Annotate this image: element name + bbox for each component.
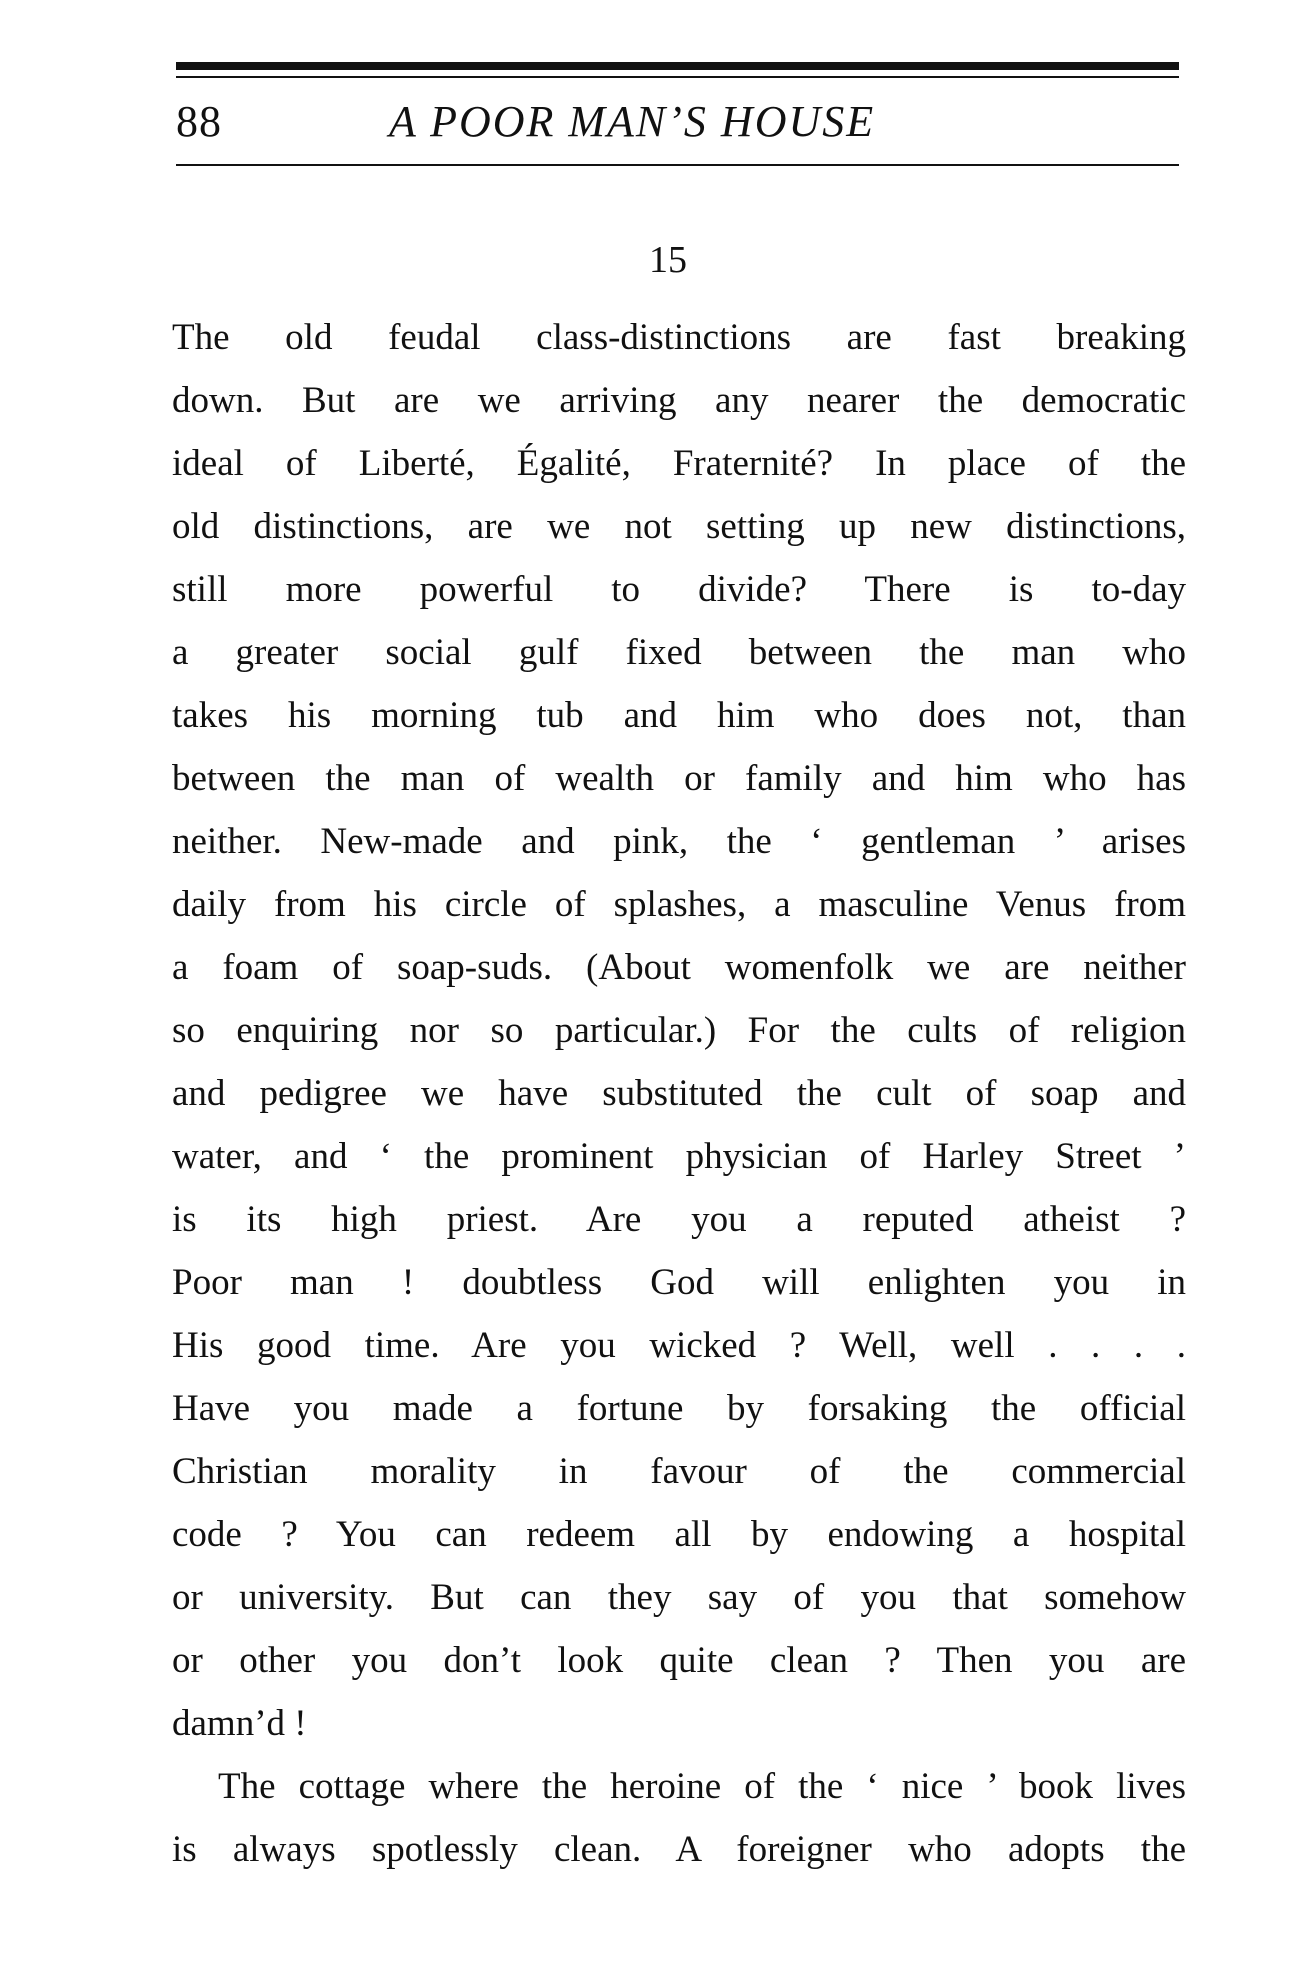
text-line: Have you made a fortune by forsaking the official xyxy=(172,1388,1186,1429)
text-line: and pedigree we have substituted the cult of soap and xyxy=(172,1073,1186,1114)
text-line: old distinctions, are we not setting up new distinctions, xyxy=(172,506,1186,547)
header-thick-rule xyxy=(176,62,1179,70)
header-thin-rule xyxy=(176,76,1179,78)
text-line: between the man of wealth or family and him who has xyxy=(172,758,1186,799)
text-line: His good time. Are you wicked ? Well, well . . . . xyxy=(172,1325,1186,1366)
text-line: ideal of Liberté, Égalité, Fraternité? In place of the xyxy=(172,443,1186,484)
running-head xyxy=(176,92,1179,164)
text-line: or university. But can they say of you that somehow xyxy=(172,1577,1186,1618)
text-line: so enquiring nor so particular.) For the cults of religion xyxy=(172,1010,1186,1051)
text-line: still more powerful to divide? There is to-day xyxy=(172,569,1186,610)
text-line: Christian morality in favour of the commercial xyxy=(172,1451,1186,1492)
text-line: or other you don’t look quite clean ? Then you are xyxy=(172,1640,1186,1681)
text-line: water, and ‘ the prominent physician of Harley Street ’ xyxy=(172,1136,1186,1177)
text-line: a greater social gulf fixed between the man who xyxy=(172,632,1186,673)
text-line: Poor man ! doubtless God will enlighten you in xyxy=(172,1262,1186,1303)
text-line: takes his morning tub and him who does not, than xyxy=(172,695,1186,736)
text-line: damn’d ! xyxy=(172,1703,307,1744)
header-bottom-rule xyxy=(176,164,1179,166)
text-line: neither. New-made and pink, the ‘ gentleman ’ arises xyxy=(172,821,1186,862)
running-title: A POOR MAN’S HOUSE xyxy=(389,97,876,146)
text-line: daily from his circle of splashes, a masculine Venus from xyxy=(172,884,1186,925)
text-line: a foam of soap-suds. (About womenfolk we are neither xyxy=(172,947,1186,988)
text-line: The cottage where the heroine of the ‘ nice ’ book lives xyxy=(218,1766,1186,1807)
text-line: is its high priest. Are you a reputed atheist ? xyxy=(172,1199,1186,1240)
section-number: 15 xyxy=(649,239,687,281)
text-line: is always spotlessly clean. A foreigner who adopts the xyxy=(172,1829,1186,1870)
page-number: 88 xyxy=(176,97,222,146)
body-text xyxy=(172,306,1186,1881)
text-line: code ? You can redeem all by endowing a hospital xyxy=(172,1514,1186,1555)
text-line: down. But are we arriving any nearer the democratic xyxy=(172,380,1186,421)
text-line: The old feudal class-distinctions are fast breaking xyxy=(172,317,1186,358)
